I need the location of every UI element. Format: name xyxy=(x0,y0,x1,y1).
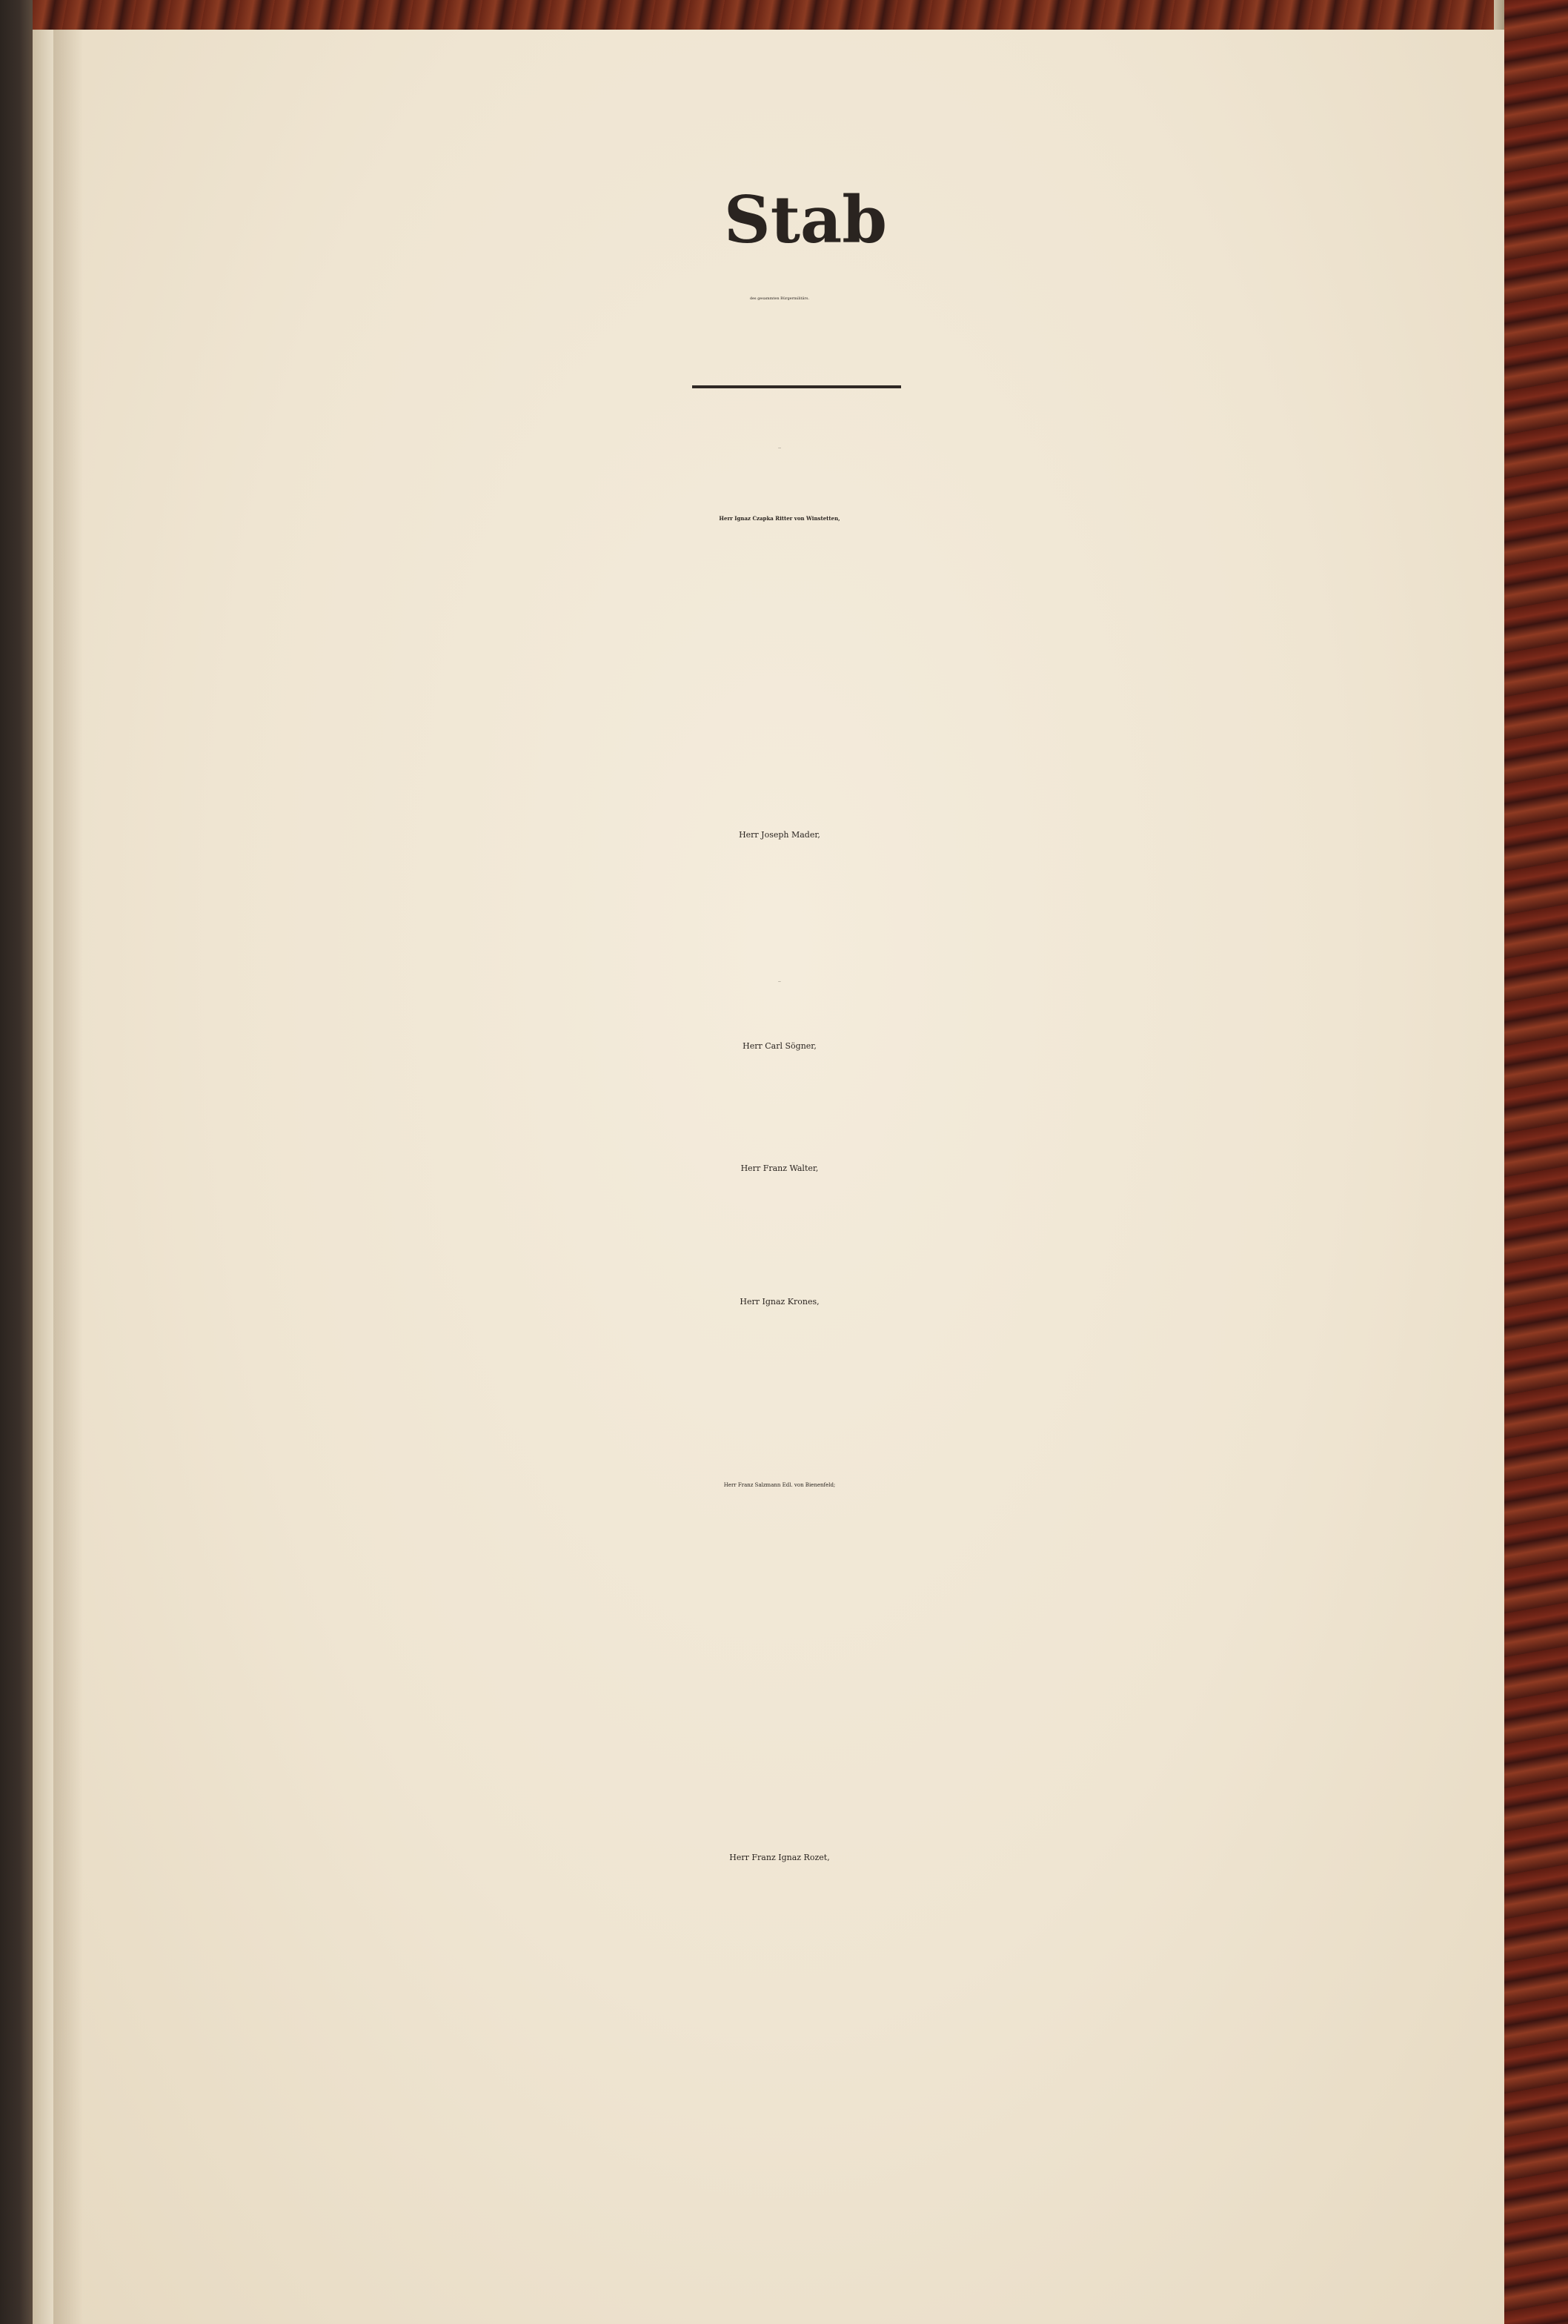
page-gutter-shadow xyxy=(53,30,83,2324)
page-edge-left xyxy=(33,0,55,2324)
name-major-2: Herr Franz Walter, xyxy=(740,1163,819,1173)
name-major-1: Herr Carl Sögner, xyxy=(743,1041,817,1051)
book-cover-left xyxy=(0,0,33,2324)
page-title: Stab xyxy=(723,182,888,258)
marbled-cover-right xyxy=(1497,0,1568,2324)
page-subtitle: des gesammten Bürgermilitärs. xyxy=(749,296,810,301)
heading-majors: Majors. xyxy=(777,982,782,983)
name-quartiermeister: Herr Franz Salzmann Edl. von Bienenfeld; xyxy=(723,1482,836,1488)
heading-oberst: Oberst. xyxy=(777,448,782,449)
name-oberst-lieutenant: Herr Joseph Mader, xyxy=(739,830,820,840)
name-major-3: Herr Ignaz Krones, xyxy=(740,1297,820,1307)
book-page xyxy=(53,30,1504,2324)
book-cover-top xyxy=(33,0,1515,30)
name-stabs-adjutant: Herr Franz Ignaz Rozet, xyxy=(729,1853,830,1862)
title-divider xyxy=(692,385,901,388)
name-oberst: Herr Ignaz Czapka Ritter von Winstetten, xyxy=(719,515,840,522)
